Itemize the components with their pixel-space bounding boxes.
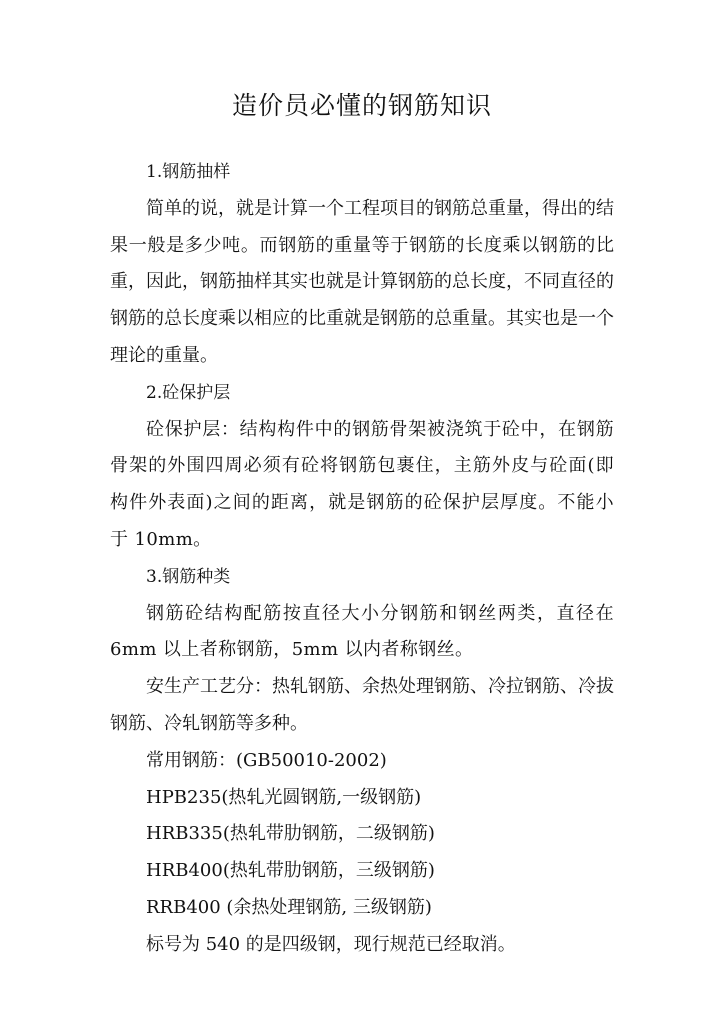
section-heading-rebar-sampling: 1.钢筋抽样 — [146, 162, 231, 182]
list-item-hrb335: HRB335(热轧带肋钢筋，二级钢筋) — [146, 823, 435, 845]
paragraph-rebar-diameter: 钢筋砼结构配筋按直径大小分钢筋和钢丝两类，直径在 6mm 以上者称钢筋，5mm 以内者称钢丝。 — [110, 602, 614, 661]
paragraph-concrete-cover: 砼保护层：结构构件中的钢筋骨架被浇筑于砼中，在钢筋骨架的外围四周必须有砼将钢筋包裹住，主筋外皮与砼面(即构件外表面)之间的距离，就是钢筋的砼保护层厚度。不能小于 10mm。 — [110, 418, 614, 550]
document-body — [110, 154, 614, 964]
list-item-hrb400: HRB400(热轧带肋钢筋，三级钢筋) — [146, 860, 435, 882]
document-title: 造价员必懂的钢筋知识 — [231, 91, 492, 120]
paragraph-common-rebar: 常用钢筋：(GB50010-2002) — [146, 749, 387, 771]
paragraph-production-process: 安生产工艺分：热轧钢筋、余热处理钢筋、冷拉钢筋、冷拔钢筋、冷轧钢筋等多种。 — [110, 676, 614, 734]
paragraph-grade-540: 标号为 540 的是四级钢，现行规范已经取消。 — [146, 933, 516, 955]
paragraph-rebar-sampling: 简单的说，就是计算一个工程项目的钢筋总重量，得出的结果一般是多少吨。而钢筋的重量等于钢筋的长度乘以钢筋的比重，因此，钢筋抽样其实也就是计算钢筋的总长度，不同直径的钢筋的总长度乘以相应的比重就是钢筋的总重量。其实也是一个理论的重量。 — [110, 197, 614, 366]
section-heading-rebar-types: 3.钢筋种类 — [146, 566, 231, 587]
section-heading-concrete-cover: 2.砼保护层 — [146, 382, 231, 403]
list-item-rrb400: RRB400 (余热处理钢筋, 三级钢筋) — [146, 896, 432, 918]
list-item-hpb235: HPB235(热轧光圆钢筋,一级钢筋) — [146, 786, 422, 808]
